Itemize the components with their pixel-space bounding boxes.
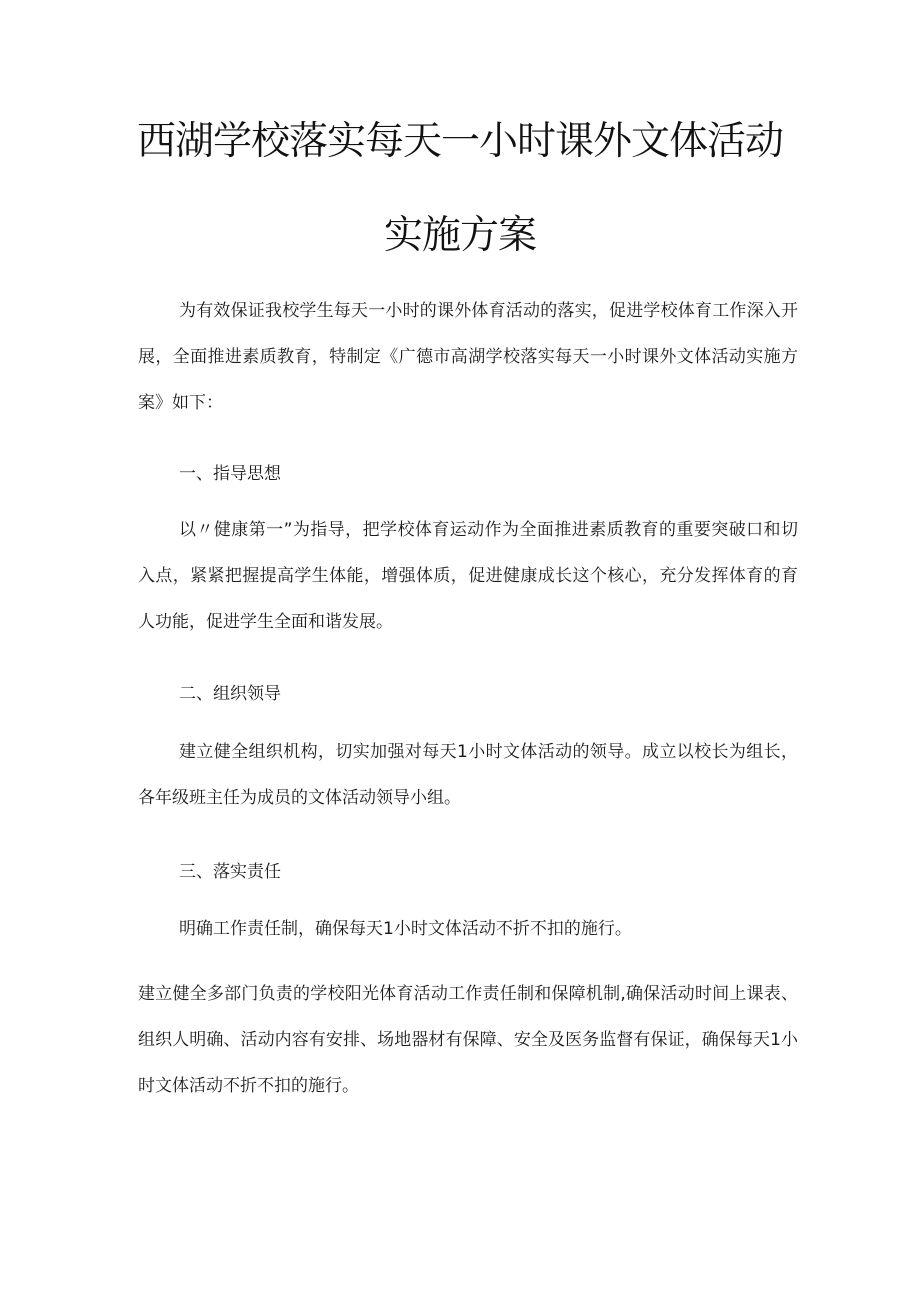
section-body-guiding-thought: 以〃健康第一”为指导，把学校体育运动作为全面推进素质教育的重要突破口和切入点，紧紧把握提高学生体能，增强体质，促进健康成长这个核心，充分发挥体育的育人功能，促进学生全面和谐发展。	[138, 520, 798, 632]
document-title-line-1: 西湖学校落实每天一小时课外文体活动	[136, 119, 783, 164]
section-heading-organization: 二、组织领导	[179, 684, 281, 704]
document-title-line-2: 实施方案	[383, 213, 536, 258]
intro-paragraph: 为有效保证我校学生每天一小时的课外体育活动的落实，促进学校体育工作深入开展，全面推进素质教育，特制定《广德市高湖学校落实每天一小时课外文体活动实施方案》如下：	[138, 301, 798, 413]
section-body-responsibility: 明确工作责任制，确保每天1小时文体活动不折不扣的施行。	[179, 919, 632, 939]
section-heading-guiding-thought: 一、指导思想	[179, 464, 281, 484]
closing-paragraph: 建立健全多部门负责的学校阳光体育活动工作责任制和保障机制,确保活动时间上课表、组织人明确、活动内容有安排、场地器材有保障、安全及医务监督有保证，确保每天1小时文体活动不折不扣的施行。	[138, 984, 798, 1096]
section-body-organization: 建立健全组织机构，切实加强对每天1小时文体活动的领导。成立以校长为组长，各年级班主任为成员的文体活动领导小组。	[138, 742, 798, 808]
section-heading-responsibility: 三、落实责任	[179, 862, 281, 882]
